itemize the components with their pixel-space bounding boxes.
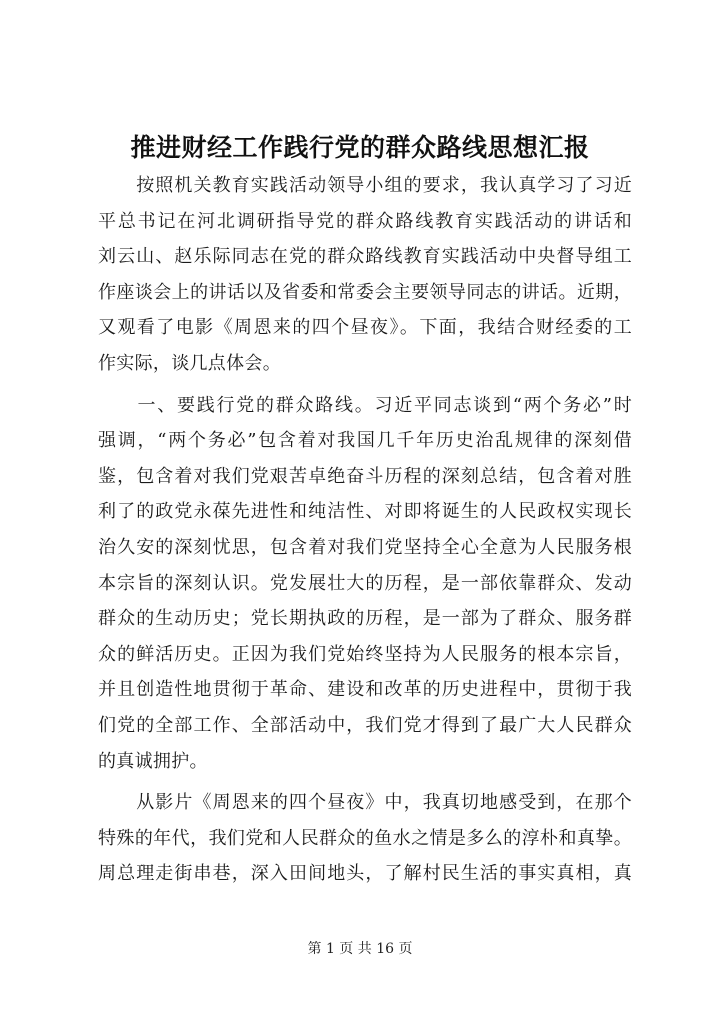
paragraph-line: 一、要践行党的群众路线。习近平同志谈到“两个务必”时 (98, 394, 632, 416)
paragraph-line: 作座谈会上的讲话以及省委和常委会主要领导同志的讲话。近期， (98, 281, 632, 303)
page-footer: 第 1 页 共 16 页 (307, 941, 413, 957)
paragraph-line: 从影片《周恩来的四个昼夜》中，我真切地感受到，在那个 (98, 792, 632, 814)
paragraph-line: 作实际，谈几点体会。 (98, 352, 281, 374)
paragraph-line: 本宗旨的深刻认识。党发展壮大的历程，是一部依靠群众、发动 (98, 572, 632, 594)
paragraph-line: 鉴，包含着对我们党艰苦卓绝奋斗历程的深刻总结，包含着对胜 (98, 465, 632, 487)
paragraph-line: 强调，“两个务必”包含着对我国几千年历史治乱规律的深刻借 (98, 430, 632, 452)
paragraph-line: 周总理走街串巷，深入田间地头，了解村民生活的事实真相，真 (98, 863, 632, 885)
paragraph-2 (98, 388, 632, 780)
paragraph-line: 刘云山、赵乐际同志在党的群众路线教育实践活动中央督导组工 (98, 246, 632, 268)
paragraph-line: 众的鲜活历史。正因为我们党始终坚持为人民服务的根本宗旨， (98, 643, 632, 665)
paragraph-line: 又观看了电影《周恩来的四个昼夜》。下面，我结合财经委的工 (98, 317, 632, 339)
paragraph-3 (98, 785, 632, 892)
paragraph-line: 的真诚拥护。 (98, 750, 208, 772)
paragraph-1 (98, 168, 632, 382)
paragraph-line: 治久安的深刻忧思，包含着对我们党坚持全心全意为人民服务根 (98, 536, 632, 558)
paragraph-line: 们党的全部工作、全部活动中，我们党才得到了最广大人民群众 (98, 714, 632, 736)
paragraph-line: 群众的生动历史；党长期执政的历程，是一部为了群众、服务群 (98, 608, 632, 630)
paragraph-line: 按照机关教育实践活动领导小组的要求，我认真学习了习近 (98, 175, 632, 196)
paragraph-line: 并且创造性地贯彻于革命、建设和改革的历史进程中，贯彻于我 (98, 679, 632, 701)
document-title: 推进财经工作践行党的群众路线思想汇报 (130, 133, 590, 162)
paragraph-line: 特殊的年代，我们党和人民群众的鱼水之情是多么的淳朴和真挚。 (98, 827, 632, 849)
document-body (98, 168, 632, 892)
paragraph-line: 利了的政党永葆先进性和纯洁性、对即将诞生的人民政权实现长 (98, 501, 632, 523)
paragraph-line: 平总书记在河北调研指导党的群众路线教育实践活动的讲话和 (98, 210, 632, 232)
